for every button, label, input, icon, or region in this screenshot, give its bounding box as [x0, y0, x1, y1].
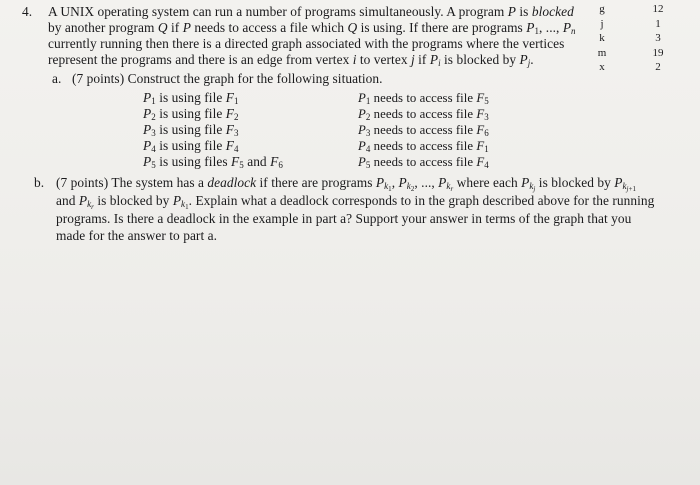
variable-name: k	[599, 32, 605, 44]
variable-value: 12	[652, 3, 664, 15]
part-b-line-2: and $P_{k_r}$ is blocked by $P_{k_1}$. Explain what a deadlock corresponds to in the graph described above for the running	[56, 193, 655, 211]
using-row-5: $P_5$ is using files $F_5$ and $F_6$	[143, 154, 283, 170]
using-row-3: $P_3$ is using file $F_3$	[143, 122, 239, 138]
needs-row-5: $P_5$ needs to access file $F_4$	[358, 155, 489, 170]
part-b-label: b.	[34, 175, 45, 190]
variable-value: 19	[652, 46, 664, 59]
using-row-4: $P_4$ is using file $F_4$	[143, 138, 239, 154]
part-a-text: (7 points) Construct the graph for the following situation.	[72, 71, 383, 86]
part-b-line-1: (7 points) The system has a deadlock if there are programs $P_{k_1}$, $P_{k_2}$, ..., $P_{k_r}$ where each $P_{k_j}$ is blocked by $P_{k_{j+1}}$	[56, 175, 637, 193]
needs-row-2: $P_2$ needs to access file $F_3$	[358, 107, 489, 122]
intro-line-4: represent the programs and there is an edge from vertex i to vertex j if $P_i$ is blocked by $P_j$.	[48, 52, 534, 68]
part-a-label: a.	[52, 71, 62, 86]
using-row-1: $P_1$ is using file $F_1$	[143, 90, 239, 106]
needs-row-4: $P_4$ needs to access file $F_1$	[358, 139, 489, 154]
part-b-line-3: programs. Is there a deadlock in the example in part a? Support your answer in terms of the graph that you	[56, 211, 632, 226]
variable-name: m	[597, 46, 607, 59]
intro-line-3: currently running then there is a directed graph associated with the programs where the vertices	[48, 36, 565, 51]
part-b-line-4: made for the answer to part a.	[56, 228, 218, 243]
using-row-2: $P_2$ is using file $F_2$	[143, 106, 239, 122]
intro-line-2: by another program Q if P needs to access a file which Q is using. If there are programs $P_1$, ..., $P_n$	[48, 20, 576, 36]
needs-row-3: $P_3$ needs to access file $F_6$	[358, 123, 489, 138]
question-number: 4.	[22, 4, 33, 19]
variable-name: x	[599, 61, 605, 73]
variable-value: 2	[655, 61, 661, 73]
variable-name: g	[599, 3, 605, 15]
variable-names	[590, 2, 614, 75]
variable-name: j	[600, 17, 604, 30]
variable-value: 1	[655, 17, 661, 30]
variable-values	[644, 2, 672, 75]
variable-value: 3	[655, 32, 661, 44]
needs-row-1: $P_1$ needs to access file $F_5$	[358, 91, 489, 106]
intro-line-1: A UNIX operating system can run a number of programs simultaneously. A program P is blocked	[48, 4, 574, 19]
